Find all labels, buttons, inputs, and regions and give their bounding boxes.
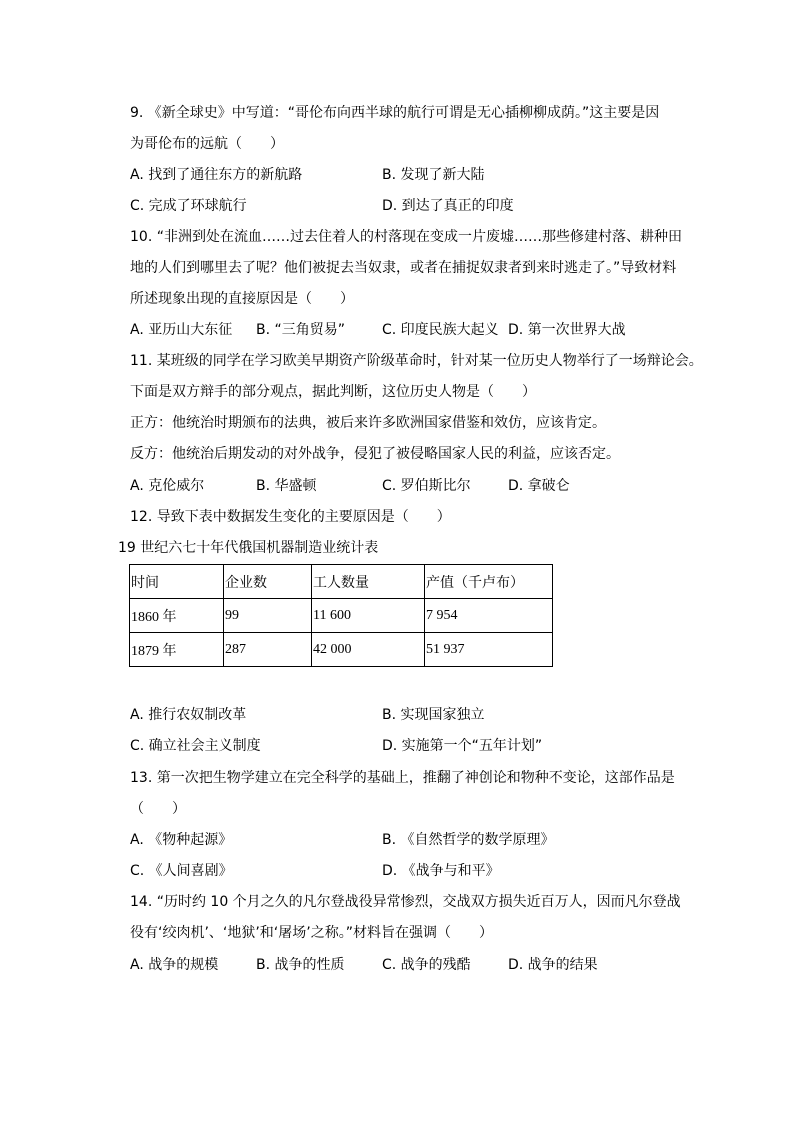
q10-option-b: B. “三角贸易” xyxy=(256,322,346,338)
table-cell: 51 937 xyxy=(425,633,553,667)
q12-option-b: B. 实现国家独立 xyxy=(382,707,485,723)
table-cell: 7 954 xyxy=(425,599,553,633)
q14-stem-line1: 14. “历时约 10 个月之久的凡尔登战役异常惨烈，交战双方损失近百万人，因而凡尔登战 xyxy=(130,894,681,910)
q12-table-caption: 19 世纪六七十年代俄国机器制造业统计表 xyxy=(118,540,379,556)
table-row xyxy=(130,633,553,667)
q11-option-a: A. 克伦威尔 xyxy=(130,478,205,494)
q11-stem-line1: 11. 某班级的同学在学习欧美早期资产阶级革命时，针对某一位历史人物举行了一场辩论会。 xyxy=(130,353,703,369)
q9-option-a: A. 找到了通往东方的新航路 xyxy=(130,167,303,183)
table-header-cell: 产值（千卢布） xyxy=(425,565,553,599)
q12-option-c: C. 确立社会主义制度 xyxy=(130,738,261,754)
q9-option-c: C. 完成了环球航行 xyxy=(130,198,247,214)
q11-option-b: B. 华盛顿 xyxy=(256,478,317,494)
table-cell: 287 xyxy=(224,633,312,667)
q13-option-d: D. 《战争与和平》 xyxy=(382,863,500,879)
q11-stem-line2: 下面是双方辩手的部分观点，据此判断，这位历史人物是（ ） xyxy=(130,384,536,400)
q13-option-c: C. 《人间喜剧》 xyxy=(130,863,233,879)
table-header-cell: 时间 xyxy=(130,565,224,599)
q12-data-table xyxy=(129,564,553,667)
q12-stem-line1: 12. 导致下表中数据发生变化的主要原因是（ ） xyxy=(130,509,451,525)
q10-stem-line3: 所述现象出现的直接原因是（ ） xyxy=(130,291,354,307)
table-row xyxy=(130,599,553,633)
q10-stem-line1: 10. “非洲到处在流血……过去住着人的村落现在变成一片废墟……那些修建村落、耕种田 xyxy=(130,229,682,245)
q9-stem-line1: 9. 《新全球史》中写道：“哥伦布向西半球的航行可谓是无心插柳柳成荫。”这主要是因 xyxy=(130,105,660,121)
q9-option-b: B. 发现了新大陆 xyxy=(382,167,485,183)
table-cell: 99 xyxy=(224,599,312,633)
q12-option-d: D. 实施第一个“五年计划” xyxy=(382,738,543,754)
q10-option-c: C. 印度民族大起义 xyxy=(382,322,499,338)
table-header-cell: 工人数量 xyxy=(312,565,425,599)
table-header-row xyxy=(130,565,553,599)
table-cell: 1879 年 xyxy=(130,633,224,667)
table-cell: 11 600 xyxy=(312,599,425,633)
table-cell: 42 000 xyxy=(312,633,425,667)
q9-stem-line2: 为哥伦布的远航（ ） xyxy=(130,136,284,152)
q13-stem-line2: （ ） xyxy=(130,801,186,817)
q14-option-c: C. 战争的残酷 xyxy=(382,957,471,973)
q14-option-a: A. 战争的规模 xyxy=(130,957,219,973)
q11-pro-argument: 正方：他统治时期颁布的法典，被后来许多欧洲国家借鉴和效仿，应该肯定。 xyxy=(130,415,606,431)
q13-stem-line1: 13. 第一次把生物学建立在完全科学的基础上，推翻了神创论和物种不变论，这部作品是 xyxy=(130,770,675,786)
q11-option-d: D. 拿破仑 xyxy=(508,478,570,494)
q10-option-a: A. 亚历山大东征 xyxy=(130,322,233,338)
q14-stem-line2: 役有‘绞肉机’、‘地狱’和‘屠场’之称。”材料旨在强调（ ） xyxy=(130,925,493,941)
q10-stem-line2: 地的人们到哪里去了呢？他们被捉去当奴隶，或者在捕捉奴隶者到来时逃走了。”导致材料 xyxy=(130,260,677,276)
q13-option-a: A. 《物种起源》 xyxy=(130,832,233,848)
q11-con-argument: 反方：他统治后期发动的对外战争，侵犯了被侵略国家人民的利益，应该否定。 xyxy=(130,446,620,462)
table-cell: 1860 年 xyxy=(130,599,224,633)
q12-option-a: A. 推行农奴制改革 xyxy=(130,707,247,723)
q11-option-c: C. 罗伯斯比尔 xyxy=(382,478,471,494)
q10-option-d: D. 第一次世界大战 xyxy=(508,322,626,338)
q14-option-b: B. 战争的性质 xyxy=(256,957,345,973)
q9-option-d: D. 到达了真正的印度 xyxy=(382,198,514,214)
q14-option-d: D. 战争的结果 xyxy=(508,957,598,973)
q13-option-b: B. 《自然哲学的数学原理》 xyxy=(382,832,555,848)
table-header-cell: 企业数 xyxy=(224,565,312,599)
